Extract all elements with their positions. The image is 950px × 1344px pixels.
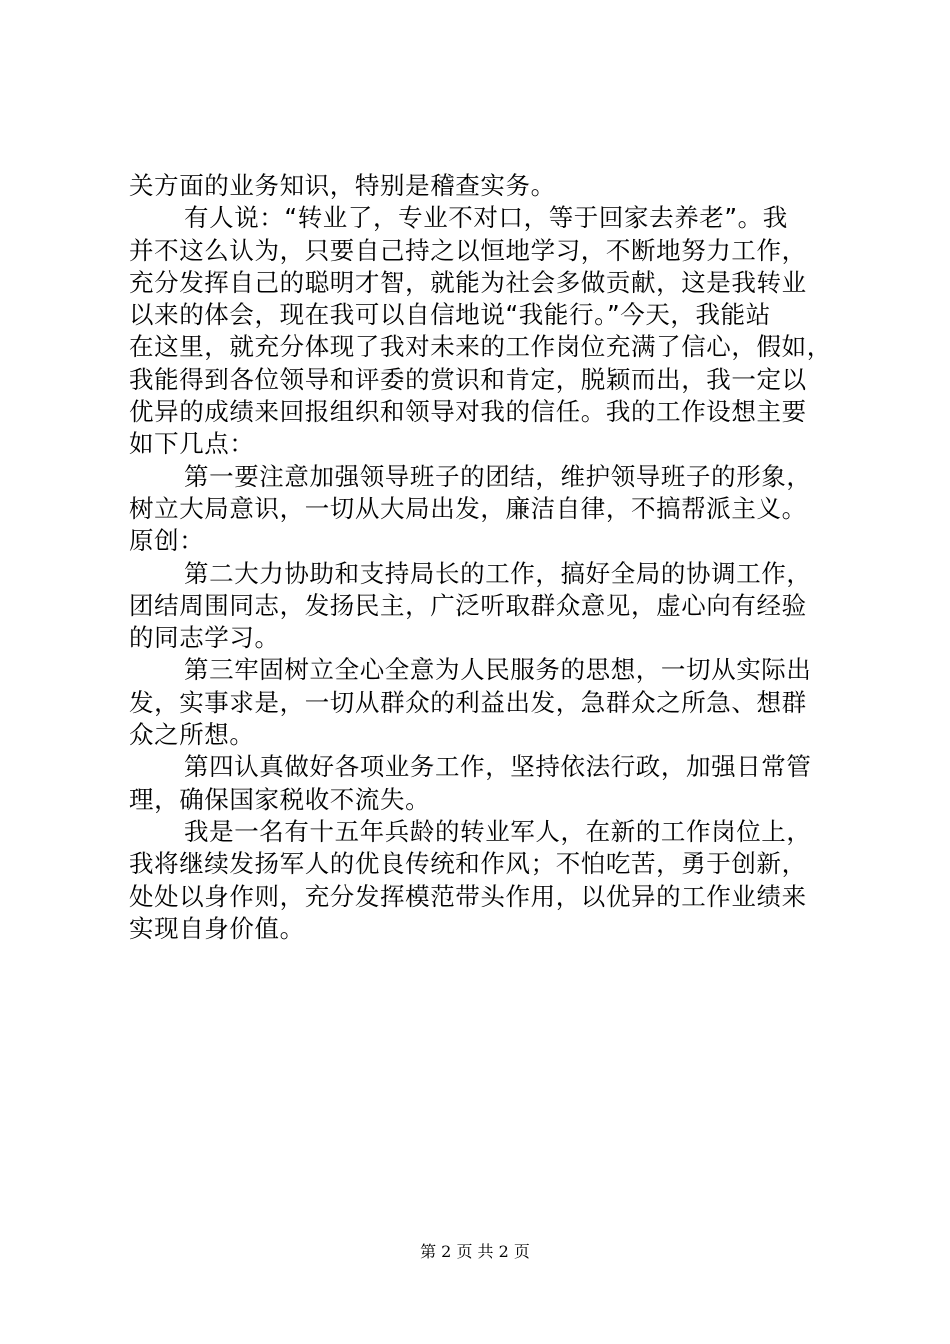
text-line: 第二大力协助和支持局长的工作，搞好全局的协调工作， (184, 558, 812, 588)
text-line: 优异的成绩来回报组织和领导对我的信任。我的工作设想主要 (129, 397, 807, 427)
text-line: 如下几点： (129, 429, 255, 459)
text-line: 原创： (129, 526, 205, 556)
document-body (129, 170, 832, 945)
text-line: 第四认真做好各项业务工作，坚持依法行政，加强日常管 (184, 752, 812, 782)
text-line: 在这里，就充分体现了我对未来的工作岗位充满了信心，假如， (129, 332, 832, 362)
text-line: 的同志学习。 (129, 623, 280, 653)
text-line: 第一要注意加强领导班子的团结，维护领导班子的形象， (184, 461, 812, 491)
text-line: 关方面的业务知识，特别是稽查实务。 (129, 171, 556, 200)
text-line: 团结周围同志，发扬民主，广泛听取群众意见，虚心向有经验 (129, 590, 807, 620)
text-line: 并不这么认为，只要自己持之以恒地学习，不断地努力工作， (129, 235, 807, 265)
text-line: 树立大局意识，一切从大局出发，廉洁自律，不搞帮派主义。 (129, 493, 807, 523)
text-line: 充分发挥自己的聪明才智，就能为社会多做贡献，这是我转业 (129, 267, 807, 297)
text-line: 发，实事求是，一切从群众的利益出发，急群众之所急、想群 (129, 687, 807, 717)
text-line: 我是一名有十五年兵龄的转业军人，在新的工作岗位上， (184, 816, 812, 846)
page-number-footer: 第 2 页 共 2 页 (420, 1242, 530, 1261)
text-line: 实现自身价值。 (129, 913, 305, 943)
text-line: 众之所想。 (129, 720, 255, 750)
text-line: 我将继续发扬军人的优良传统和作风；不怕吃苦，勇于创新， (129, 849, 807, 879)
text-line: 我能得到各位领导和评委的赏识和肯定，脱颖而出，我一定以 (129, 364, 807, 394)
text-line: 处处以身作则，充分发挥模范带头作用，以优异的工作业绩来 (129, 881, 807, 911)
text-line: 第三牢固树立全心全意为人民服务的思想，一切从实际出 (184, 655, 812, 685)
text-line: 以来的体会，现在我可以自信地说“我能行。”今天，我能站 (129, 300, 771, 330)
text-line: 有人说：“转业了，专业不对口，等于回家去养老”。我 (184, 203, 788, 233)
text-line: 理，确保国家税收不流失。 (129, 784, 431, 814)
